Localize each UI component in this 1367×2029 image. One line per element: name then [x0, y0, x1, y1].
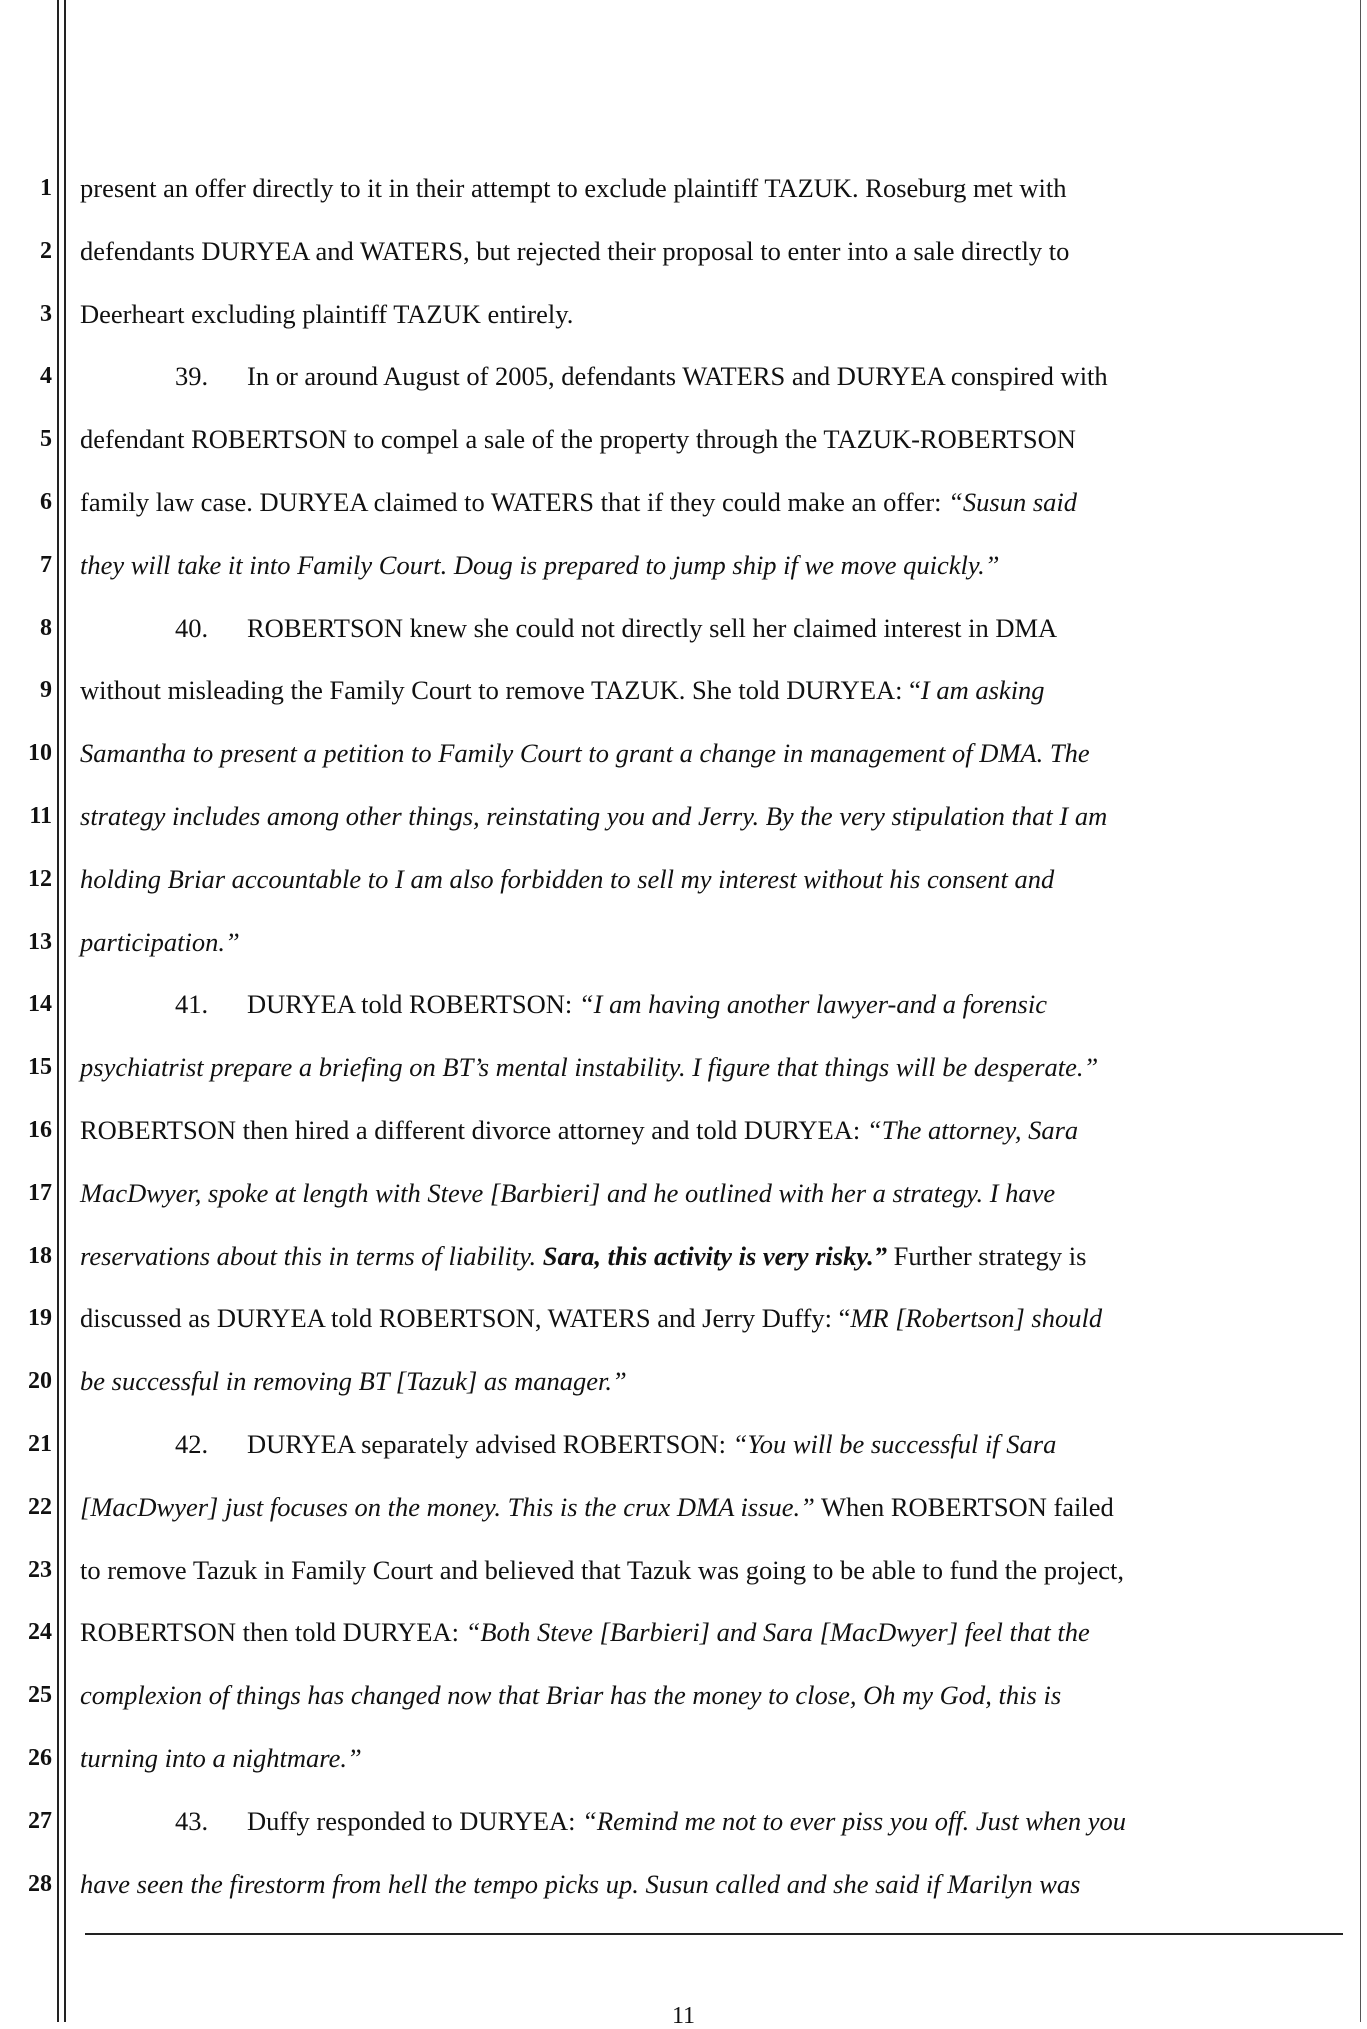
quoted-text: participation.”: [80, 926, 240, 957]
footer-rule: [85, 1933, 1343, 1935]
quoted-text: [MacDwyer] just focuses on the money. This is the crux DMA issue.”: [80, 1491, 815, 1522]
text-run: present an offer directly to it in their attempt to exclude plaintiff TAZUK. Roseburg met with: [80, 173, 1067, 203]
text-run: ROBERTSON knew she could not directly sell her claimed interest in DMA: [247, 612, 1058, 643]
line-text: [80, 859, 1343, 899]
pleading-line: [0, 1550, 1367, 1590]
quoted-text: I am asking: [920, 675, 1045, 706]
line-number: 20: [28, 1368, 52, 1395]
line-text: [80, 1487, 1343, 1527]
quoted-text: MacDwyer, spoke at length with Steve [Barbieri] and he outlined with her a strategy. I have: [80, 1177, 1056, 1208]
quoted-text: holding Briar accountable to I am also forbidden to sell my interest without his consent and: [80, 863, 1055, 894]
line-number: 2: [40, 237, 52, 264]
quoted-text: turning into a nightmare.”: [80, 1743, 362, 1773]
line-number: 19: [28, 1305, 52, 1332]
line-text: [80, 922, 1343, 962]
pleading-line: [0, 796, 1367, 836]
line-text: [80, 670, 1343, 710]
line-text: [80, 608, 1343, 648]
quoted-text: “Remind me not to ever piss you off. Just when you: [582, 1805, 1127, 1836]
text-run: defendants DURYEA and WATERS, but rejected their proposal to enter into a sale directly to: [80, 235, 1070, 266]
pleading-line: [0, 670, 1367, 710]
line-number: 28: [28, 1870, 52, 1897]
text-run: ROBERTSON then hired a different divorce attorney and told DURYEA:: [80, 1115, 867, 1145]
text-run: to remove Tazuk in Family Court and believed that Tazuk was going to be able to fund the project,: [80, 1554, 1125, 1585]
pleading-line: [0, 859, 1367, 899]
line-number: 1: [40, 175, 52, 201]
line-number: 3: [40, 300, 52, 327]
quoted-text: complexion of things has changed now that Briar has the money to close, Oh my God, this is: [80, 1680, 1062, 1711]
line-number: 21: [28, 1431, 52, 1457]
line-number: 9: [40, 677, 52, 704]
line-text: [80, 1550, 1343, 1590]
line-text: [80, 545, 1343, 585]
quoted-text: have seen the firestorm from hell the tempo picks up. Susun called and she said if Marilyn was: [80, 1868, 1081, 1899]
line-text: [80, 1801, 1343, 1841]
pleading-line: [0, 922, 1367, 962]
line-number: 4: [40, 363, 52, 390]
pleading-line: [0, 356, 1367, 396]
pleading-line: [0, 1864, 1367, 1904]
quoted-text: Sara, this activity is very risky.”: [542, 1240, 888, 1271]
line-number: 13: [28, 928, 52, 955]
quoted-text: “Susun said: [948, 487, 1078, 517]
line-text: [80, 1298, 1343, 1338]
pleading-line: [0, 733, 1367, 773]
line-number: 15: [28, 1054, 52, 1081]
text-run: ROBERTSON then told DURYEA:: [80, 1617, 466, 1648]
line-text: [80, 168, 1343, 208]
paragraph-number: 39.: [175, 361, 209, 392]
line-number: 6: [40, 489, 52, 515]
line-text: [80, 1236, 1343, 1276]
line-text: [80, 1361, 1343, 1401]
line-text: [80, 1424, 1343, 1464]
text-run: DURYEA told ROBERTSON:: [247, 989, 579, 1020]
line-number: 17: [28, 1179, 52, 1206]
pleading-line: [0, 1424, 1367, 1464]
pleading-line: [0, 608, 1367, 648]
line-text: [80, 1110, 1343, 1150]
pleading-line: [0, 419, 1367, 459]
line-number: 23: [28, 1556, 52, 1583]
line-number: 25: [28, 1682, 52, 1709]
paragraph-number: 40.: [175, 612, 209, 643]
pleading-line: [0, 231, 1367, 271]
pleading-line: [0, 1487, 1367, 1527]
paragraph-number: 43.: [175, 1805, 209, 1836]
text-run: defendant ROBERTSON to compel a sale of the property through the TAZUK-ROBERTSON: [80, 424, 1076, 455]
line-text: [80, 1173, 1343, 1213]
pleading-line: [0, 1236, 1367, 1276]
line-number: 27: [28, 1807, 52, 1834]
pleading-line: [0, 168, 1367, 208]
line-number: 26: [28, 1745, 52, 1771]
page-number: 11: [671, 2003, 696, 2029]
line-text: [80, 1675, 1343, 1715]
pleading-line: [0, 1612, 1367, 1652]
text-run: Further strategy is: [887, 1240, 1087, 1271]
text-run: without misleading the Family Court to remove TAZUK. She told DURYEA: “: [80, 675, 921, 706]
quoted-text: Samantha to present a petition to Family Court to grant a change in management of DMA. The: [80, 738, 1090, 769]
pleading-line: [0, 1361, 1367, 1401]
pleading-line: [0, 1298, 1367, 1338]
text-run: Duffy responded to DURYEA:: [247, 1805, 583, 1836]
line-number: 16: [28, 1117, 52, 1143]
pleading-line: [0, 482, 1367, 522]
line-number: 22: [28, 1493, 52, 1520]
line-number: 11: [29, 803, 52, 829]
line-text: [80, 294, 1343, 334]
quoted-text: psychiatrist prepare a briefing on BT’s mental instability. I figure that things will be desperate.”: [80, 1052, 1099, 1083]
line-number: 24: [28, 1619, 52, 1646]
text-run: family law case. DURYEA claimed to WATERS that if they could make an offer:: [80, 487, 949, 517]
pleading-line: [0, 294, 1367, 334]
quoted-text: reservations about this in terms of liability.: [80, 1240, 543, 1271]
line-text: [80, 231, 1343, 271]
line-text: [80, 733, 1343, 773]
quoted-text: “Both Steve [Barbieri] and Sara [MacDwyer] feel that the: [465, 1617, 1090, 1648]
pleading-line: [0, 1675, 1367, 1715]
text-run: Deerheart excluding plaintiff TAZUK entirely.: [80, 298, 574, 329]
text-run: In or around August of 2005, defendants WATERS and DURYEA conspired with: [247, 361, 1108, 392]
quoted-text: strategy includes among other things, reinstating you and Jerry. By the very stipulation that I am: [80, 801, 1108, 831]
line-text: [80, 482, 1343, 522]
line-number: 18: [28, 1242, 52, 1269]
pleading-line: [0, 1173, 1367, 1213]
pleading-line: [0, 1047, 1367, 1087]
line-text: [80, 984, 1343, 1024]
line-number: 10: [28, 740, 52, 767]
paragraph-number: 41.: [175, 989, 209, 1020]
paragraph-number: 42.: [175, 1429, 209, 1459]
line-number: 5: [40, 426, 52, 453]
line-text: [80, 419, 1343, 459]
line-number: 12: [28, 865, 52, 892]
line-text: [80, 1612, 1343, 1652]
text-run: When ROBERTSON failed: [814, 1491, 1114, 1522]
text-run: discussed as DURYEA told ROBERTSON, WATERS and Jerry Duffy: “: [80, 1303, 851, 1334]
pleading-line: [0, 1738, 1367, 1778]
line-text: [80, 1047, 1343, 1087]
line-number: 8: [40, 614, 52, 641]
pleading-line: [0, 984, 1367, 1024]
pleading-line: [0, 1801, 1367, 1841]
text-run: DURYEA separately advised ROBERTSON:: [247, 1429, 733, 1459]
pleading-line: [0, 545, 1367, 585]
quoted-text: “The attorney, Sara: [866, 1115, 1079, 1145]
quoted-text: be successful in removing BT [Tazuk] as manager.”: [80, 1366, 627, 1397]
quoted-text: they will take it into Family Court. Doug is prepared to jump ship if we move quickly.”: [80, 549, 1000, 580]
line-text: [80, 796, 1343, 836]
line-text: [80, 1864, 1343, 1904]
line-text: [80, 1738, 1343, 1778]
line-number: 14: [28, 991, 52, 1018]
line-number: 7: [40, 551, 52, 578]
line-text: [80, 356, 1343, 396]
quoted-text: “I am having another lawyer-and a forensic: [578, 989, 1047, 1020]
quoted-text: “You will be successful if Sara: [732, 1429, 1057, 1459]
pleading-line: [0, 1110, 1367, 1150]
quoted-text: MR [Robertson] should: [850, 1303, 1103, 1334]
